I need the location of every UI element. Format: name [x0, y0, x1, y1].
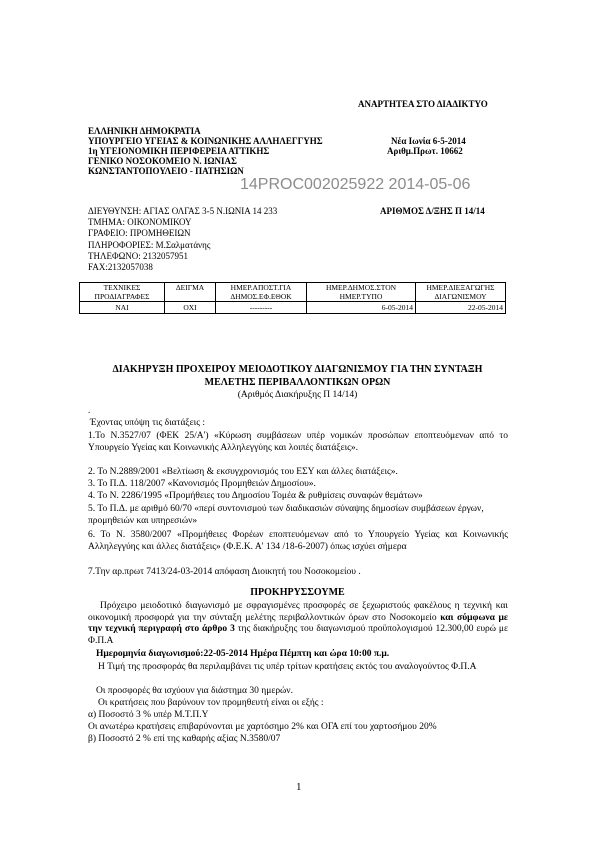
- tender-info-table: [79, 282, 506, 314]
- provision-item: 7.Την αρ.πρωτ 7413/24-03-2014 απόφαση Διοικητή του Νοσοκομείου .: [88, 567, 361, 577]
- page-number: 1: [296, 781, 302, 793]
- proclaim-line: β) Ποσοστό 2 % επί της καθαρής αξίας Ν.3580/07: [88, 734, 281, 744]
- tender-date-line: Ημερομηνία διαγωνισμού:22-05-2014 Ημέρα Πέμπτη και ώρα 10:00 π.μ.: [96, 649, 390, 659]
- table-header-row: [80, 283, 506, 302]
- header-line: ΕΛΛΗΝΙΚΗ ΔΗΜΟΚΡΑΤΙΑ: [88, 126, 201, 136]
- proclaim-line: Οι κρατήσεις που βαρύνουν τον προμηθευτή είναι οι εξής :: [98, 698, 324, 708]
- header-line: ΚΩΝΣΤΑΝΤΟΠΟΥΛΕΙΟ - ΠΑΤΗΣΙΩΝ: [88, 166, 244, 176]
- address: ΔΙΕΥΘΥΝΣΗ: ΑΓΙΑΣ ΟΛΓΑΣ 3-5 Ν.ΙΩΝΙΑ 14 233: [88, 206, 278, 216]
- header-line: ΥΠΟΥΡΓΕΙΟ ΥΓΕΙΑΣ & ΚΟΙΝΩΝΙΚΗΣ ΑΛΛΗΛΕΓΓΥΗΣ: [88, 136, 323, 146]
- table-row: [80, 302, 506, 314]
- document-title-line2: ΜΕΛΕΤΗΣ ΠΕΡΙΒΑΛΛΟΝΤΙΚΩΝ ΟΡΩΝ: [204, 377, 391, 388]
- protocol-number: Αριθμ.Πρωτ. 10662: [387, 146, 463, 156]
- diavgeia-watermark: 14PROC002025922 2014-05-06: [240, 176, 471, 193]
- provision-item: 4. Το Ν. 2286/1995 «Προμήθειες του Δημοσίου Τομέα & ρυθμίσεις συναφών θεμάτων»: [88, 491, 423, 501]
- place-date: Νέα Ιωνία 6-5-2014: [391, 136, 466, 146]
- table-header-cell: ΔΕΙΓΜΑ: [165, 283, 216, 302]
- proclaim-paragraph: [88, 601, 508, 647]
- department: ΤΜΗΜΑ: ΟΙΚΟΝΟΜΙΚΟΥ: [88, 217, 192, 227]
- provision-item: 6. Το Ν. 3580/2007 «Προμήθειες Φορέων εποπτευόμενων από το Υπουργείο Υγείας και Κοινωνικής Αλληλεγγύης και άλλες διατάξεις» (Φ.Ε.Κ. Α' 134 /18-6-2007) όπως ισχύει σήμερα: [88, 530, 508, 552]
- table-header-cell: ΤΕΧΝΙΚΕΣ ΠΡΟΔΙΑΓΡΑΦΕΣ: [80, 283, 165, 302]
- proclaim-line: α) Ποσοστό 3 % υπέρ Μ.Τ.Π.Υ: [88, 710, 209, 720]
- provision-item: 2. Το Ν.2889/2001 «Βελτίωση & εκσυγχρονισμός του ΕΣΥ και άλλες διατάξεις».: [88, 467, 398, 477]
- table-cell: 22-05-2014: [416, 302, 506, 314]
- publish-note: ΑΝΑΡΤΗΤΕΑ ΣΤΟ ΔΙΑΔΙΚΤΥΟ: [358, 99, 488, 109]
- document-title-line1: ΔΙΑΚΗΡΥΞΗ ΠΡΟΧΕΙΡΟΥ ΜΕΙΟΔΟΤΙΚΟΥ ΔΙΑΓΩΝΙΣΜΟΥ ΓΙΑ ΤΗΝ ΣΥΝΤΑΞΗ: [112, 364, 483, 375]
- office: ΓΡΑΦΕΙΟ: ΠΡΟΜΗΘΕΙΩΝ: [88, 228, 191, 238]
- proclaim-line: Οι ανωτέρω κρατήσεις επιβαρύνονται με χαρτόσημο 2% και ΟΓΑ επί του χαρτοσήμου 20%: [88, 722, 437, 732]
- proclaim-text: της διακήρυξης του διαγωνισμού προϋπολογισμού 12.300,00 ευρώ με Φ.Π.Α: [88, 624, 509, 646]
- table-cell: ΟΧΙ: [165, 302, 216, 314]
- phone: ΤΗΛΕΦΩΝΟ: 2132057951: [88, 251, 189, 261]
- header-line: 1η ΥΓΕΙΟΝΟΜΙΚΗ ΠΕΡΙΦΕΡΕΙΑ ΑΤΤΙΚΗΣ: [88, 146, 270, 156]
- fax: FAX:2132057038: [88, 262, 153, 272]
- provisions-intro: Έχοντας υπόψη τις διατάξεις :: [90, 418, 205, 428]
- proclaim-line: Οι προσφορές θα ισχύουν για διάστημα 30 ημερών.: [96, 686, 293, 696]
- table-cell: 6-05-2014: [307, 302, 416, 314]
- table-header-cell: ΗΜΕΡ.ΔΗΜΟΣ.ΣΤΟΝ ΗΜΕΡ.ΤΥΠΟ: [307, 283, 416, 302]
- provision-item: 1.Το Ν.3527/07 (ΦΕΚ 25/Α') «Κύρωση συμβάσεων υπέρ νομικών προσώπων εποπτευόμενων από το Υπουργείο Υγείας και Κοινωνικής Αλληλεγγύης και λοιπές διατάξεις».: [88, 431, 508, 453]
- table-cell: ---------: [216, 302, 307, 314]
- document-subtitle: (Αριθμός Διακήρυξης Π 14/14): [237, 390, 358, 400]
- table-cell: ΝΑΙ: [80, 302, 165, 314]
- provision-item: 3. Το Π.Δ. 118/2007 «Κανονισμός Προμηθειών Δημοσίου».: [88, 479, 316, 489]
- dot-mark: .: [88, 405, 91, 415]
- header-line: ΓΕΝΙΚΟ ΝΟΣΟΚΟΜΕΙΟ Ν. ΙΩΝΙΑΣ: [88, 156, 237, 166]
- proclaim-line: Η Τιμή της προσφοράς θα περιλαμβάνει τις υπέρ τρίτων κρατήσεις εκτός του αναλογούντος Φ.Π.Α: [98, 662, 477, 672]
- declaration-number: ΑΡΙΘΜΟΣ Δ/ΞΗΣ Π 14/14: [380, 206, 485, 216]
- proclaim-heading: ΠΡΟΚΗΡΥΣΣΟΥΜΕ: [250, 587, 345, 598]
- provision-item: 5. Το Π.Δ. με αριθμό 60/70 «περί συντονισμού των διαδικασιών σύναψης δημοσίων συμβάσεων έργων, προμηθειών και υπηρεσιών»: [88, 504, 484, 526]
- info-contact: ΠΛΗΡΟΦΟΡΙΕΣ: Μ.Σαλματάνης: [88, 240, 211, 250]
- proclaim-text: Πρόχειρο μειοδοτικό διαγωνισμό με σφραγισμένες προσφορές σε ξεχωριστούς φακέλους η τεχνική και οικονομική προσφορά για την σύνταξη μελέτης περιβαλλοντικών όρων στο Νοσοκομείο: [88, 601, 508, 623]
- table-header-cell: ΗΜΕΡ.ΔΙΕΞΑΓΩΓΗΣ ΔΙΑΓΩΝΙΣΜΟΥ: [416, 283, 506, 302]
- proclaim-bold-text: και σύμφωνα με την τεχνική περιγραφή στο άρθρο 3: [88, 612, 508, 634]
- table-header-cell: ΗΜΕΡ.ΑΠΟΣΤ.ΓΙΑ ΔΗΜΟΣ.ΕΦ.ΕΘΟΚ: [216, 283, 307, 302]
